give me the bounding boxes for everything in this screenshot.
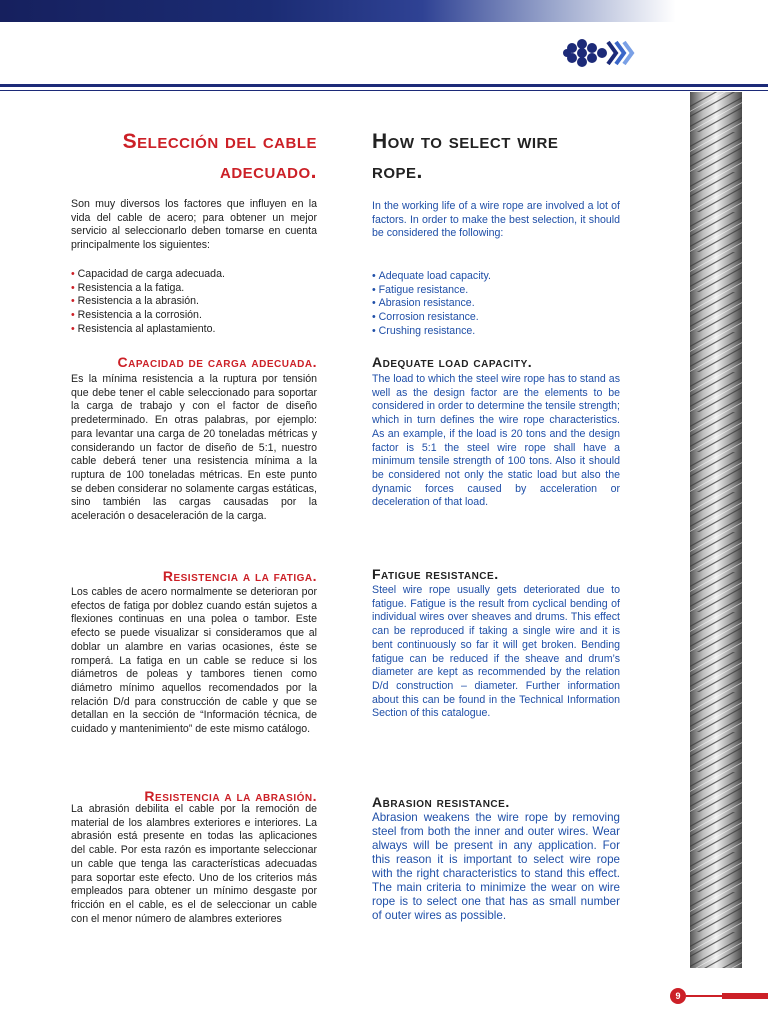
bullet-en-3: • Abrasion resistance. xyxy=(372,297,620,311)
section-en-abrasion-text: Abrasion weakens the wire rope by removing steel from both the inner and outer wires. Wear always will be present in any application. For this reason it is important to select wire rope with the right characteristics to stand this effect. The main criteria to minimize the wear on wire rope is to select one that has as small number of outer wires as possible. xyxy=(372,811,620,922)
bullet-en-5: • Crushing resistance. xyxy=(372,325,620,339)
bullets-en xyxy=(372,270,620,339)
section-es-load xyxy=(71,373,317,524)
section-es-fatigue xyxy=(71,586,317,737)
intro-en xyxy=(372,200,620,241)
section-es-abrasion xyxy=(71,803,317,926)
bullets-es xyxy=(71,268,317,337)
heading-en-fatigue: Fatigue resistance. xyxy=(372,566,499,582)
header-rule xyxy=(0,84,768,87)
rope-strands-logo-icon xyxy=(562,32,642,74)
bullet-es-4: • Resistencia a la corrosión. xyxy=(71,309,317,323)
heading-en-abrasion: Abrasion resistance. xyxy=(372,794,510,810)
bullet-en-2: • Fatigue resistance. xyxy=(372,284,620,298)
bullet-es-2: • Resistencia a la fatiga. xyxy=(71,282,317,296)
intro-es xyxy=(71,198,317,253)
heading-es-abrasion: Resistencia a la abrasión. xyxy=(144,788,317,804)
title-en xyxy=(372,127,622,187)
title-es-line2: adecuado. xyxy=(219,160,317,183)
section-en-load xyxy=(372,373,620,510)
bullet-en-4: • Corrosion resistance. xyxy=(372,311,620,325)
section-en-abrasion xyxy=(372,811,620,923)
top-gradient-bar xyxy=(0,0,768,22)
title-en-line1: How to select wire xyxy=(372,130,559,153)
title-es-line1: Selección del cable xyxy=(122,130,317,153)
section-en-fatigue-text: Steel wire rope usually gets deteriorated due to fatigue. Fatigue is the result from cyclical bending of individual wires over sheaves and drums. This effect can be reproduced if taking a single wire and it is bent continuously so far it will get broken. Bending fatigue can be reduced if the sheave and drum’s diameter are kept as recommended by the relation D/d construction – diameter. Further information about this can be found in the Technical Information Section of this catalogue. xyxy=(372,584,620,720)
section-es-fatigue-text: Los cables de acero normalmente se deterioran por efectos de fatiga por doblez cuando están sujetos a flexiones continuas en una polea o tambor. Este efecto se puede visualizar si consideramos que al doblar un alambre en varias ocasiones, éste se romperá. La fatiga en un cable se reduce si los diámetros de poleas y tambores tienen como diámetro mínimo aquellos recomendados por la relación D/d para construcción de cable y que se detallan en la sección de “Información técnica, de cuidado y mantenimiento” de este mismo catálogo. xyxy=(71,586,317,736)
title-en-line2: rope. xyxy=(372,160,423,183)
heading-es-load: Capacidad de carga adecuada. xyxy=(117,354,317,370)
bullet-es-1: • Capacidad de carga adecuada. xyxy=(71,268,317,282)
title-es xyxy=(71,127,317,187)
wire-rope-image xyxy=(690,92,742,968)
section-en-load-text: The load to which the steel wire rope has to stand as well as the design factor are the elements to be considered in order to determine the tensile strength; which in turn defines the wire rope characteristics. As an example, if the load is 20 tons and the design factor is 5:1 the steel wire rope shall have a minimum tensile strength of 100 tons. Also it should be considered not only the static load but also the dynamic forces caused by acceleration or deceleration of that load. xyxy=(372,373,620,509)
section-en-fatigue xyxy=(372,584,620,721)
bullet-es-5: • Resistencia al aplastamiento. xyxy=(71,323,317,337)
section-es-load-text: Es la mínima resistencia a la ruptura por tensión que debe tener el cable seleccionado para soportar la carga de trabajo y con el factor de diseño predeterminado. En otras palabras, por ejemplo: para levantar una carga de 20 toneladas métricas y considerando un factor de diseño de 5:1, nuestro cable deberá tener una resistencia mínima a la ruptura de 100 toneladas métricas. En este punto se deben considerar no solamente cargas estáticas, sino también las cargas causadas por la aceleración o desaceleración de la carga. xyxy=(71,373,317,523)
heading-en-load: Adequate load capacity. xyxy=(372,354,533,370)
section-es-abrasion-text: La abrasión debilita el cable por la remoción de material de los alambres exteriores e interiores. La abrasión está presente en todas las aplicaciones del cable. Por esta razón es importante seleccionar un cable que tenga las características adecuadas para soportar este efecto. Uno de los criterios más empleados para obtener un mínimo desgaste por fricción en el cable, es el de seleccionar un cable con el menor número de alambres exteriores xyxy=(71,803,317,925)
intro-es-text: Son muy diversos los factores que influyen en la vida del cable de acero; para obtener un mejor servicio al seleccionarlo deben tomarse en cuenta principalmente los siguientes: xyxy=(71,198,317,252)
page-number: 9 xyxy=(670,988,686,1004)
intro-en-text: In the working life of a wire rope are involved a lot of factors. In order to make the best selection, it should be considered the following: xyxy=(372,200,620,240)
header-rule-thin xyxy=(0,90,768,91)
bullet-es-3: • Resistencia a la abrasión. xyxy=(71,295,317,309)
footer-rule-accent xyxy=(722,993,768,999)
bullet-en-1: • Adequate load capacity. xyxy=(372,270,620,284)
heading-es-fatigue: Resistencia a la fatiga. xyxy=(162,568,317,584)
